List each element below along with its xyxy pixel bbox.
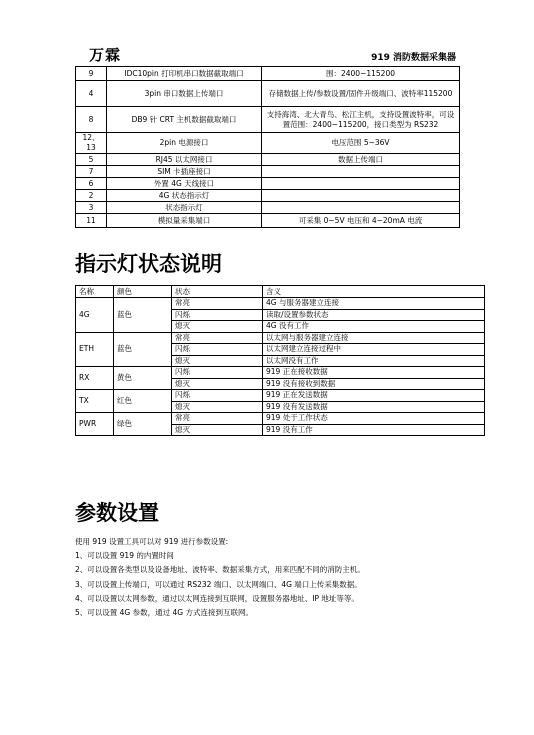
indicator-state-cell: 熄灭 (172, 424, 263, 436)
params-list-item: 1、可以设置 919 的内置时间 (75, 551, 174, 561)
port-number-cell: 12、13 (76, 133, 107, 154)
section-title-params: 参数设置 (75, 501, 159, 525)
indicator-state-cell: 熄灭 (172, 378, 263, 390)
indicator-color-cell: 红色 (114, 390, 172, 413)
port-name-cell: 外置 4G 天线接口 (107, 178, 262, 190)
indicator-meaning-cell: 919 没有工作 (263, 424, 485, 436)
ports-table-row (76, 190, 460, 202)
ports-table (75, 66, 460, 228)
indicator-table-row (76, 298, 485, 310)
params-list-item: 4、可以设置以太网参数，通过以太网连接到互联网，设置服务器地址、IP 地址等等。 (75, 593, 359, 603)
indicator-meaning-cell: 4G 与服务器建立连接 (263, 298, 485, 310)
indicator-meaning-cell: 以太网没有工作 (263, 355, 485, 367)
indicator-name-cell: PWR (76, 413, 114, 436)
indicator-header-cell: 状态 (172, 286, 263, 298)
indicator-state-cell: 常亮 (172, 413, 263, 425)
ports-table-row (76, 178, 460, 190)
port-desc-cell: 电压范围 5~36V (262, 133, 460, 154)
indicator-color-cell: 蓝色 (114, 332, 172, 367)
indicator-meaning-cell: 919 正在发送数据 (263, 390, 485, 402)
port-number-cell: 11 (76, 214, 107, 228)
indicator-header-cell: 颜色 (114, 286, 172, 298)
port-name-cell: 状态指示灯 (107, 202, 262, 214)
ports-table-row (76, 166, 460, 178)
indicator-name-cell: RX (76, 367, 114, 390)
indicator-state-cell: 常亮 (172, 332, 263, 344)
port-number-cell: 7 (76, 166, 107, 178)
indicator-meaning-cell: 以太网建立连接过程中 (263, 344, 485, 356)
indicator-state-cell: 熄灭 (172, 401, 263, 413)
indicator-table-row (76, 332, 485, 344)
indicator-name-cell: ETH (76, 332, 114, 367)
indicator-meaning-cell: 919 正在接收数据 (263, 367, 485, 379)
params-list-item: 5、可以设置 4G 参数，通过 4G 方式连接到互联网。 (75, 608, 253, 618)
indicator-meaning-cell: 读取/设置参数状态 (263, 309, 485, 321)
indicator-state-cell: 闪烁 (172, 367, 263, 379)
indicator-state-cell: 闪烁 (172, 309, 263, 321)
section-title-indicator: 指示灯状态说明 (75, 252, 222, 276)
indicator-table-header (76, 286, 485, 298)
ports-table-row (76, 202, 460, 214)
page-header (75, 44, 460, 67)
port-name-cell: IDC10pin 打印机串口数据截取端口 (107, 67, 262, 81)
port-desc-cell (262, 166, 460, 178)
ports-table-row (76, 107, 460, 133)
ports-table-row (76, 133, 460, 154)
port-desc-cell: 围：2400~115200 (262, 67, 460, 81)
port-desc-cell: 数据上传端口 (262, 154, 460, 166)
indicator-state-cell: 闪烁 (172, 390, 263, 402)
indicator-state-cell: 闪烁 (172, 344, 263, 356)
port-number-cell: 5 (76, 154, 107, 166)
indicator-meaning-cell: 4G 没有工作 (263, 321, 485, 333)
ports-table-row (76, 81, 460, 107)
indicator-table-row (76, 390, 485, 402)
port-name-cell: SIM 卡插座接口 (107, 166, 262, 178)
indicator-color-cell: 黄色 (114, 367, 172, 390)
port-number-cell: 3 (76, 202, 107, 214)
port-desc-cell (262, 190, 460, 202)
indicator-state-cell: 常亮 (172, 298, 263, 310)
indicator-meaning-cell: 919 没有接收到数据 (263, 378, 485, 390)
brand-logo-text: 万霖 (89, 46, 122, 64)
port-name-cell: 2pin 电源接口 (107, 133, 262, 154)
indicator-state-cell: 熄灭 (172, 321, 263, 333)
params-list (75, 549, 365, 620)
port-desc-cell: 可采集 0~5V 电压和 4~20mA 电流 (262, 214, 460, 228)
port-desc-cell: 存储数据上传/参数设置/固件升级端口、波特率115200 (262, 81, 460, 107)
ports-table-row (76, 214, 460, 228)
port-name-cell: RJ45 以太网接口 (107, 154, 262, 166)
indicator-color-cell: 绿色 (114, 413, 172, 436)
indicator-table-row (76, 413, 485, 425)
params-list-item: 2、可以设置各类型以及设备地址、波特率、数据采集方式，用来匹配不同的消防主机。 (75, 565, 365, 575)
indicator-table-row (76, 367, 485, 379)
ports-table-row (76, 67, 460, 81)
port-name-cell: 4G 状态指示灯 (107, 190, 262, 202)
indicator-header-cell: 名称 (76, 286, 114, 298)
port-desc-cell: 支持海湾、北大青鸟、松江主机，支持设置波特率，可设置范围：2400~115200，接口类型为 RS232 (262, 107, 460, 133)
port-number-cell: 2 (76, 190, 107, 202)
indicator-meaning-cell: 919 没有发送数据 (263, 401, 485, 413)
params-body (75, 535, 365, 620)
port-desc-cell (262, 178, 460, 190)
indicator-meaning-cell: 以太网与服务器建立连接 (263, 332, 485, 344)
indicator-name-cell: 4G (76, 298, 114, 333)
port-name-cell: 3pin 串口数据上传端口 (107, 81, 262, 107)
port-number-cell: 4 (76, 81, 107, 107)
indicator-meaning-cell: 919 处于工作状态 (263, 413, 485, 425)
port-name-cell: DB9 针 CRT 主机数据截取端口 (107, 107, 262, 133)
ports-table-row (76, 154, 460, 166)
port-name-cell: 模拟量采集端口 (107, 214, 262, 228)
indicator-table (75, 285, 485, 436)
port-desc-cell (262, 202, 460, 214)
document-title: 919 消防数据采集器 (371, 53, 456, 63)
indicator-state-cell: 熄灭 (172, 355, 263, 367)
port-number-cell: 9 (76, 67, 107, 81)
port-number-cell: 8 (76, 107, 107, 133)
params-intro: 使用 919 设置工具可以对 919 进行参数设置: (75, 537, 229, 546)
indicator-color-cell: 蓝色 (114, 298, 172, 333)
indicator-name-cell: TX (76, 390, 114, 413)
params-list-item: 3、可以设置上传端口，可以通过 RS232 端口、以太网端口、4G 端口上传采集数据。 (75, 579, 362, 589)
indicator-header-cell: 含义 (263, 286, 485, 298)
port-number-cell: 6 (76, 178, 107, 190)
